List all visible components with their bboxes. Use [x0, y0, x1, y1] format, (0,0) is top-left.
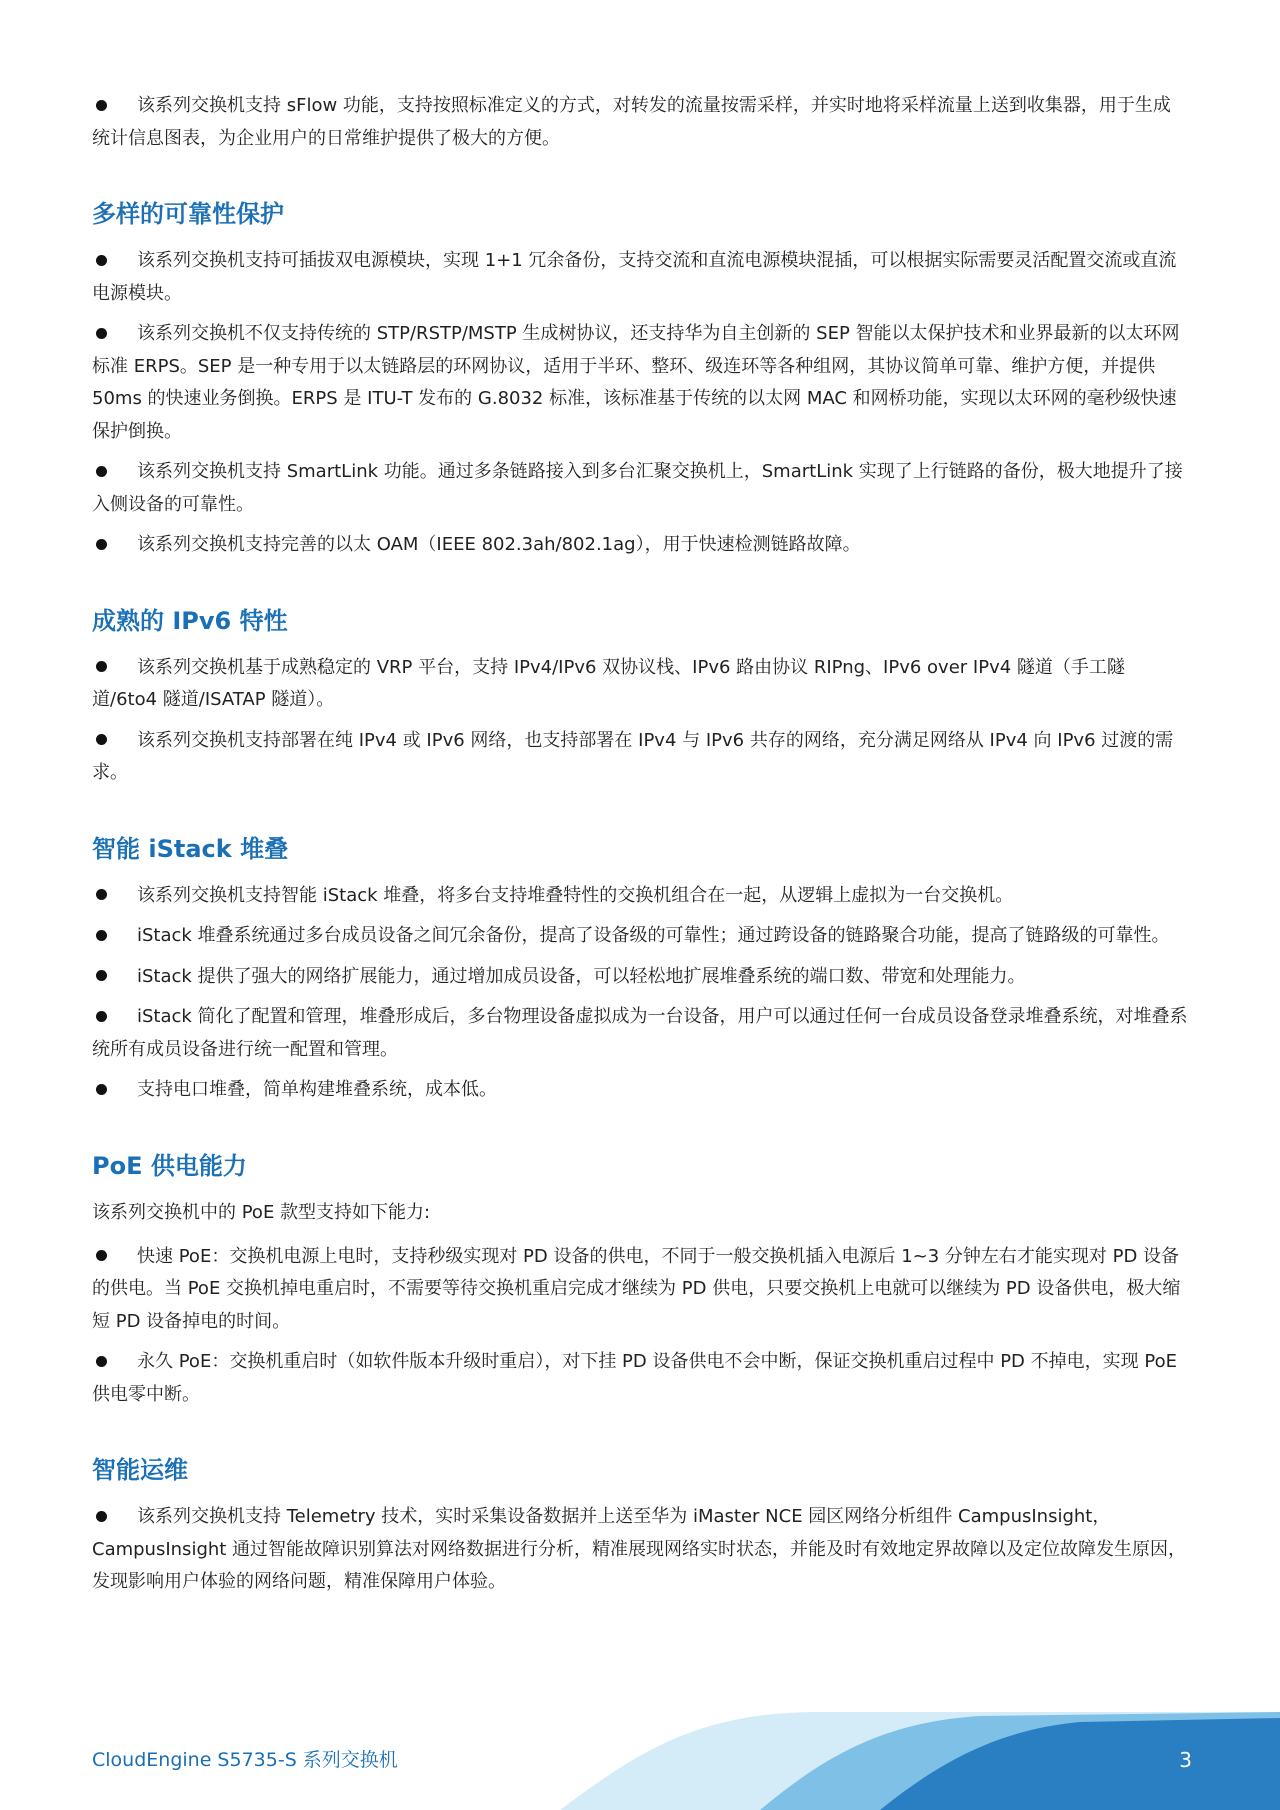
bullet-item [92, 920, 1188, 953]
feature-sections [92, 199, 1188, 1599]
bullet-item [92, 1241, 1188, 1339]
bullet-item [92, 1074, 1188, 1107]
bullet-item [92, 961, 1188, 994]
bullet-item [92, 1001, 1188, 1066]
bullet-item [92, 1346, 1188, 1411]
bullet-dot-icon [96, 1011, 107, 1022]
bullet-text: 该系列交换机支持智能 iStack 堆叠，将多台支持堆叠特性的交换机组合在一起，从逻辑上虚拟为一台交换机。 [137, 884, 1014, 906]
bullet-dot-icon [96, 930, 107, 941]
section-heading: 智能 iStack 堆叠 [92, 834, 289, 863]
bullet-dot-icon [96, 970, 107, 981]
footer-product-name: CloudEngine S5735-S 系列交换机 [92, 1749, 398, 1771]
bullet-item [92, 90, 1188, 155]
bullet-text: 该系列交换机支持部署在纯 IPv4 或 IPv6 网络，也支持部署在 IPv4 与 IPv6 共存的网络，充分满足网络从 IPv4 向 IPv6 过渡的需求。 [92, 729, 1174, 783]
bullet-item [92, 456, 1188, 521]
bullet-item [92, 725, 1188, 790]
bullet-text: 该系列交换机基于成熟稳定的 VRP 平台，支持 IPv4/IPv6 双协议栈、IPv6 路由协议 RIPng、IPv6 over IPv4 隧道（手工隧道/6to4 隧道/ISATAP 隧道）。 [92, 656, 1125, 710]
bullet-item [92, 1501, 1188, 1599]
bullet-text: 快速 PoE：交换机电源上电时，支持秒级实现对 PD 设备的供电，不同于一般交换机插入电源后 1~3 分钟左右才能实现对 PD 设备的供电。当 PoE 交换机掉电重启时，不需要等待交换机重启完成才继续为 PD 供电，只要交换机上电就可以继续为 PD 设备供电，极大缩短 PD 设备掉电的时间。 [92, 1245, 1181, 1332]
bullet-text: iStack 堆叠系统通过多台成员设备之间冗余备份，提高了设备级的可靠性；通过跨设备的链路聚合功能，提高了链路级的可靠性。 [137, 925, 1170, 946]
bullet-text: iStack 提供了强大的网络扩展能力，通过增加成员设备，可以轻松地扩展堆叠系统的端口数、带宽和处理能力。 [137, 965, 1026, 987]
bullet-dot-icon [96, 889, 107, 900]
bullet-dot-icon [96, 1250, 107, 1261]
bullet-dot-icon [96, 1511, 107, 1522]
bullet-text: 该系列交换机支持可插拔双电源模块，实现 1+1 冗余备份，支持交流和直流电源模块混插，可以根据实际需要灵活配置交流或直流电源模块。 [92, 250, 1177, 304]
bullet-dot-icon [96, 1356, 107, 1367]
bullet-text: 该系列交换机不仅支持传统的 STP/RSTP/MSTP 生成树协议，还支持华为自主创新的 SEP 智能以太保护技术和业界最新的以太环网标准 ERPS。SEP 是一种专用于以太链路层的环网协议，适用于半环、整环、级连环等各种组网，其协议简单可靠、维护方便，并提供 50ms 的快速业务倒换。ERPS 是 ITU-T 发布的 G.8032 标准，该标准基于传统的以太网 MAC 和网桥功能，实现以太环网的毫秒级快速保护倒换。 [92, 323, 1180, 442]
document-body [92, 90, 1188, 1607]
bullet-text: 永久 PoE：交换机重启时（如软件版本升级时重启），对下挂 PD 设备供电不会中断，保证交换机重启过程中 PD 不掉电，实现 PoE 供电零中断。 [92, 1351, 1177, 1405]
bullet-item [92, 880, 1188, 913]
bullet-dot-icon [96, 255, 107, 266]
bullet-text: 该系列交换机支持完善的以太 OAM（IEEE 802.3ah/802.1ag），用于快速检测链路故障。 [137, 534, 861, 555]
bullet-dot-icon [96, 466, 107, 477]
bullet-dot-icon [96, 661, 107, 672]
section-intro: 该系列交换机中的 PoE 款型支持如下能力: [92, 1201, 431, 1223]
bullet-text: 支持电口堆叠，简单构建堆叠系统，成本低。 [137, 1079, 497, 1100]
intro-bullets [92, 90, 1188, 155]
bullet-item [92, 652, 1188, 717]
section-heading: 多样的可靠性保护 [92, 200, 284, 228]
bullet-dot-icon [96, 734, 107, 745]
bullet-text: 该系列交换机支持 sFlow 功能，支持按照标准定义的方式，对转发的流量按需采样，并实时地将采样流量上送到收集器，用于生成统计信息图表，为企业用户的日常维护提供了极大的方便。 [92, 95, 1171, 149]
bullet-text: iStack 简化了配置和管理，堆叠形成后，多台物理设备虚拟成为一台设备，用户可以通过任何一台成员设备登录堆叠系统，对堆叠系统所有成员设备进行统一配置和管理。 [92, 1006, 1188, 1060]
bullet-dot-icon [96, 1084, 107, 1095]
bullet-text: 该系列交换机支持 SmartLink 功能。通过多条链路接入到多台汇聚交换机上，SmartLink 实现了上行链路的备份，极大地提升了接入侧设备的可靠性。 [92, 461, 1183, 515]
bullet-item [92, 529, 1188, 562]
section-heading: PoE 供电能力 [92, 1151, 247, 1180]
bullet-item [92, 318, 1188, 448]
bullet-dot-icon [96, 328, 107, 339]
section-heading: 智能运维 [92, 1456, 188, 1484]
section-heading: 成熟的 IPv6 特性 [92, 606, 288, 635]
bullet-dot-icon [96, 539, 107, 550]
bullet-dot-icon [96, 100, 107, 111]
bullet-text: 该系列交换机支持 Telemetry 技术，实时采集设备数据并上送至华为 iMaster NCE 园区网络分析组件 CampusInsight，CampusInsight 通过智能故障识别算法对网络数据进行分析，精准展现网络实时状态，并能及时有效地定界故障以及定位故障发生原因，发现影响用户体验的网络问题，精准保障用户体验。 [92, 1506, 1187, 1592]
page-number: 3 [1179, 1748, 1192, 1772]
bullet-item [92, 245, 1188, 310]
